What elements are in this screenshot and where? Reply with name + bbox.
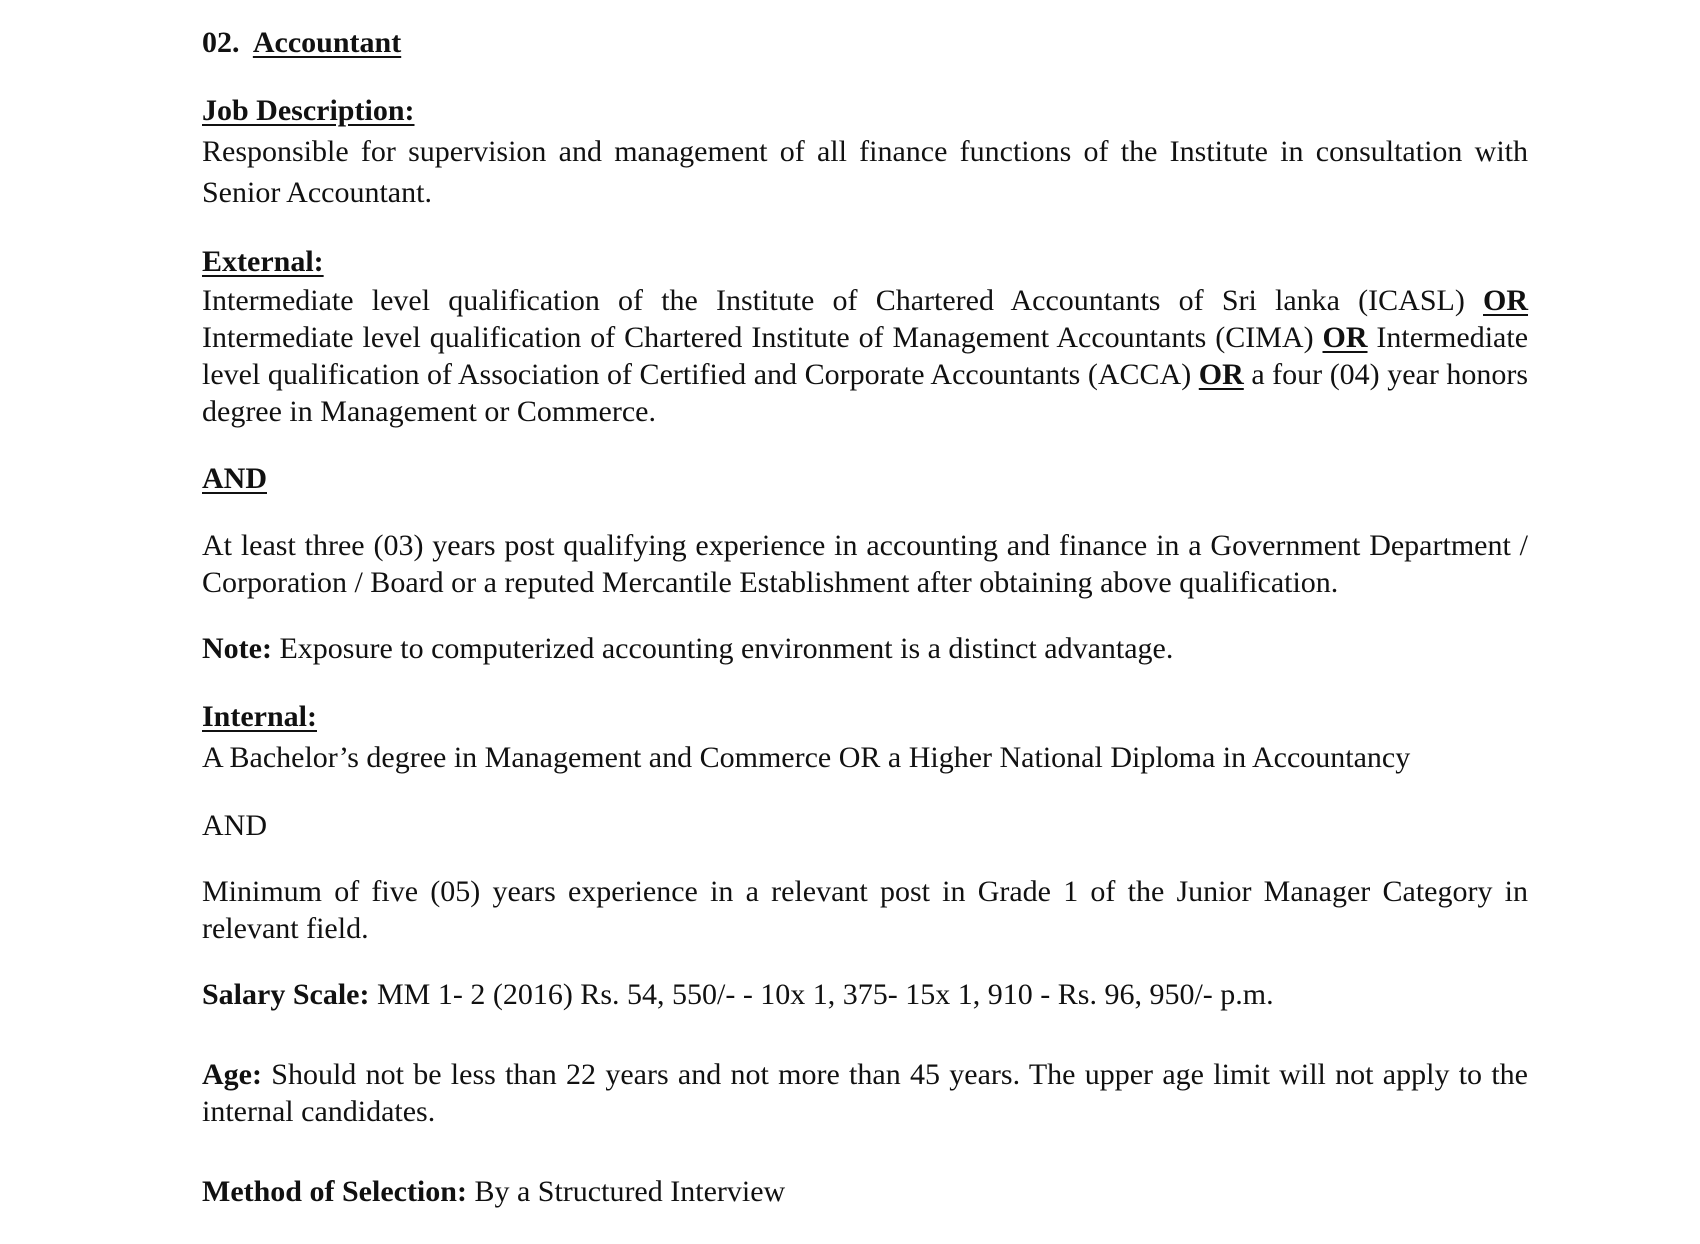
selection-paragraph bbox=[202, 1171, 1528, 1212]
salary-label: Salary Scale: bbox=[202, 978, 370, 1011]
internal-experience: Minimum of five (05) years experience in a relevant post in Grade 1 of the Junior Manager Category in relevant field. bbox=[202, 875, 1528, 945]
post-title bbox=[202, 22, 1528, 63]
post-name: Accountant bbox=[252, 26, 402, 59]
external-heading: External: bbox=[202, 245, 324, 278]
external-qualifications bbox=[202, 282, 1528, 430]
age-label: Age: bbox=[202, 1058, 262, 1091]
external-line-acca: Intermediate level qualification of Association of Certified and Corporate Accountants (ACCA) bbox=[202, 321, 1529, 391]
job-description-heading: Job Description: bbox=[202, 94, 415, 127]
note-label: Note: bbox=[202, 632, 272, 665]
external-line-icasl: Intermediate level qualification of the Institute of Chartered Accountants of Sri lanka (ICASL) bbox=[202, 284, 1465, 317]
salary-text: MM 1- 2 (2016) Rs. 54, 550/- - 10x 1, 375- 15x 1, 910 - Rs. 96, 950/- p.m. bbox=[376, 978, 1274, 1011]
note-paragraph bbox=[202, 628, 1528, 669]
internal-and: AND bbox=[202, 809, 267, 842]
external-line-cima: Intermediate level qualification of Chartered Institute of Management Accountants (CIMA) bbox=[202, 321, 1314, 354]
selection-label: Method of Selection: bbox=[202, 1175, 467, 1208]
job-description-text: Responsible for supervision and management of all finance functions of the Institute in consultation with Senior Accountant. bbox=[202, 135, 1528, 209]
external-line-degree: a four (04) year honors degree in Management or Commerce. bbox=[202, 358, 1529, 428]
or-label: OR bbox=[1322, 321, 1368, 354]
note-text: Exposure to computerized accounting environment is a distinct advantage. bbox=[279, 632, 1174, 665]
external-experience: At least three (03) years post qualifying experience in accounting and finance in a Government Department / Corporation / Board or a reputed Mercantile Establishment after obtaining above qualification. bbox=[202, 529, 1528, 599]
age-text: Should not be less than 22 years and not more than 45 years. The upper age limit will not apply to the internal candidates. bbox=[202, 1058, 1528, 1128]
internal-qualification: A Bachelor’s degree in Management and Commerce OR a Higher National Diploma in Accountancy bbox=[202, 741, 1411, 774]
internal-heading: Internal: bbox=[202, 700, 317, 733]
document-page bbox=[202, 22, 1528, 1212]
or-label: OR bbox=[1198, 358, 1244, 391]
age-paragraph bbox=[202, 1056, 1528, 1130]
post-number: 02. bbox=[202, 26, 240, 59]
selection-text: By a Structured Interview bbox=[474, 1175, 786, 1208]
or-label: OR bbox=[1483, 284, 1529, 317]
external-and: AND bbox=[202, 462, 267, 495]
salary-paragraph bbox=[202, 974, 1528, 1015]
